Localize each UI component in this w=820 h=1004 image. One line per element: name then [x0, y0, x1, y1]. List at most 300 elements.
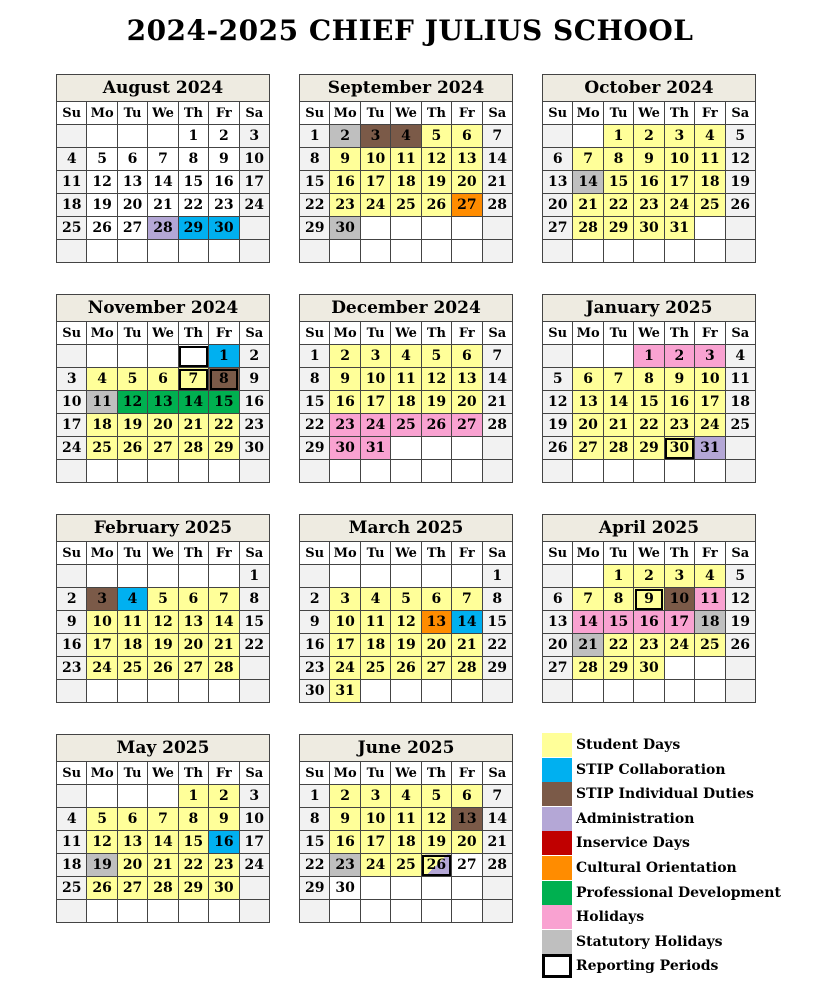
day-cell: 11	[695, 588, 725, 611]
empty-cell	[482, 900, 512, 923]
week-row	[300, 657, 513, 680]
weekday-header: We	[148, 322, 178, 345]
weekday-header: Su	[300, 762, 330, 785]
weekday-header: Fr	[452, 762, 482, 785]
day-cell: 22	[300, 854, 330, 877]
day-cell: 9	[330, 368, 360, 391]
day-cell: 30	[634, 657, 664, 680]
weekday-header: Mo	[573, 322, 603, 345]
day-cell: 30	[239, 437, 269, 460]
empty-cell	[482, 680, 512, 703]
week-row	[300, 391, 513, 414]
day-cell: 1	[209, 345, 239, 368]
week-row	[57, 414, 270, 437]
day-cell: 20	[452, 391, 482, 414]
day-cell: 24	[239, 854, 269, 877]
week-row	[543, 368, 756, 391]
day-cell: 15	[603, 611, 633, 634]
legend-label: Holidays	[576, 909, 645, 926]
week-row	[57, 171, 270, 194]
day-cell: 17	[239, 171, 269, 194]
weekday-header: Fr	[695, 542, 725, 565]
day-cell: 20	[452, 831, 482, 854]
legend-item-stip	[542, 758, 812, 782]
day-cell: 13	[452, 808, 482, 831]
day-cell: 10	[330, 611, 360, 634]
empty-cell	[57, 345, 87, 368]
day-cell: 26	[148, 657, 178, 680]
empty-cell	[452, 240, 482, 263]
legend-swatch	[542, 930, 572, 954]
day-cell: 13	[543, 171, 573, 194]
empty-cell	[573, 345, 603, 368]
day-cell: 8	[300, 808, 330, 831]
week-row	[543, 240, 756, 263]
day-cell: 19	[87, 194, 117, 217]
day-cell: 12	[391, 611, 421, 634]
empty-cell	[603, 345, 633, 368]
week-row	[57, 437, 270, 460]
empty-cell	[87, 345, 117, 368]
day-cell: 25	[360, 657, 390, 680]
day-cell: 16	[634, 611, 664, 634]
empty-cell	[421, 240, 451, 263]
weekday-header: Sa	[239, 102, 269, 125]
day-cell: 30	[634, 217, 664, 240]
empty-cell	[452, 565, 482, 588]
weekday-header: Mo	[87, 542, 117, 565]
day-cell: 1	[603, 125, 633, 148]
weekday-header: Sa	[725, 102, 755, 125]
day-cell: 21	[482, 171, 512, 194]
day-cell: 4	[360, 588, 390, 611]
day-cell: 24	[57, 437, 87, 460]
day-cell: 27	[452, 194, 482, 217]
day-cell: 28	[573, 217, 603, 240]
empty-cell	[178, 680, 208, 703]
day-cell: 10	[664, 148, 694, 171]
day-cell: 19	[87, 854, 117, 877]
day-cell: 14	[573, 171, 603, 194]
weekday-header: Th	[421, 542, 451, 565]
legend-item-inservice	[542, 831, 812, 855]
day-cell: 15	[300, 391, 330, 414]
day-cell: 15	[300, 171, 330, 194]
day-cell: 17	[239, 831, 269, 854]
day-cell: 22	[300, 194, 330, 217]
empty-cell	[391, 240, 421, 263]
day-cell: 17	[330, 634, 360, 657]
day-cell: 26	[87, 217, 117, 240]
day-cell: 11	[725, 368, 755, 391]
day-cell: 29	[634, 437, 664, 460]
week-row	[543, 588, 756, 611]
day-cell: 1	[300, 125, 330, 148]
week-row	[57, 148, 270, 171]
day-cell: 13	[421, 611, 451, 634]
weekday-header: Th	[178, 102, 208, 125]
day-cell: 14	[482, 148, 512, 171]
month-title: August 2024	[57, 75, 270, 102]
empty-cell	[452, 460, 482, 483]
week-row	[300, 877, 513, 900]
day-cell: 12	[725, 588, 755, 611]
day-cell: 18	[391, 831, 421, 854]
week-row	[300, 217, 513, 240]
empty-cell	[482, 437, 512, 460]
weekday-header: Su	[57, 542, 87, 565]
day-cell: 29	[300, 877, 330, 900]
day-cell: 1	[482, 565, 512, 588]
weekday-header: Tu	[360, 542, 390, 565]
day-cell: 3	[239, 125, 269, 148]
week-row	[543, 634, 756, 657]
empty-cell	[482, 460, 512, 483]
weekday-header: Mo	[330, 762, 360, 785]
day-cell: 7	[482, 785, 512, 808]
weekday-header: Tu	[360, 322, 390, 345]
week-row	[543, 657, 756, 680]
week-row	[300, 125, 513, 148]
day-cell: 24	[360, 414, 390, 437]
empty-cell	[178, 900, 208, 923]
day-cell: 27	[543, 217, 573, 240]
day-cell: 17	[360, 391, 390, 414]
empty-cell	[664, 460, 694, 483]
weekday-header: Sa	[482, 762, 512, 785]
week-row	[57, 391, 270, 414]
day-cell: 27	[543, 657, 573, 680]
empty-cell	[421, 900, 451, 923]
day-cell: 17	[695, 391, 725, 414]
empty-cell	[239, 240, 269, 263]
day-cell: 17	[360, 171, 390, 194]
empty-cell	[695, 680, 725, 703]
day-cell: 1	[178, 125, 208, 148]
day-cell: 7	[482, 345, 512, 368]
empty-cell	[117, 240, 147, 263]
week-row	[543, 391, 756, 414]
day-cell: 10	[695, 368, 725, 391]
day-cell: 4	[117, 588, 147, 611]
day-cell: 13	[452, 148, 482, 171]
empty-cell	[57, 680, 87, 703]
empty-cell	[543, 680, 573, 703]
day-cell: 28	[148, 877, 178, 900]
day-cell: 12	[725, 148, 755, 171]
day-cell: 29	[209, 437, 239, 460]
day-cell: 15	[634, 391, 664, 414]
week-row	[57, 680, 270, 703]
day-cell: 26	[725, 194, 755, 217]
empty-cell	[87, 900, 117, 923]
day-cell: 27	[452, 414, 482, 437]
weekday-header: Th	[178, 542, 208, 565]
empty-cell	[57, 125, 87, 148]
week-row	[300, 634, 513, 657]
day-cell: 12	[117, 391, 147, 414]
weekday-header: Su	[543, 542, 573, 565]
legend-label: Professional Development	[576, 884, 781, 901]
day-cell: 6	[573, 368, 603, 391]
page-title: 2024-2025 CHIEF JULIUS SCHOOL	[126, 14, 694, 47]
empty-cell	[57, 900, 87, 923]
month-title: October 2024	[543, 75, 756, 102]
empty-cell	[87, 565, 117, 588]
day-cell: 27	[148, 437, 178, 460]
empty-cell	[87, 680, 117, 703]
empty-cell	[57, 240, 87, 263]
day-cell: 9	[330, 148, 360, 171]
day-cell: 21	[573, 634, 603, 657]
month-august-2024	[56, 74, 270, 272]
empty-cell	[117, 785, 147, 808]
day-cell: 3	[360, 125, 390, 148]
week-row	[543, 345, 756, 368]
empty-cell	[330, 900, 360, 923]
day-cell: 22	[178, 854, 208, 877]
empty-cell	[573, 460, 603, 483]
day-cell: 11	[391, 148, 421, 171]
day-cell: 4	[391, 785, 421, 808]
week-row	[543, 217, 756, 240]
empty-cell	[482, 217, 512, 240]
weekday-header: Th	[178, 322, 208, 345]
day-cell: 12	[543, 391, 573, 414]
day-cell: 24	[87, 657, 117, 680]
day-cell: 22	[603, 194, 633, 217]
empty-cell	[300, 240, 330, 263]
day-cell: 18	[57, 194, 87, 217]
legend-label: Inservice Days	[576, 835, 690, 852]
day-cell: 6	[452, 125, 482, 148]
weekday-header: Fr	[695, 322, 725, 345]
day-cell: 16	[330, 831, 360, 854]
day-cell: 17	[360, 831, 390, 854]
day-cell: 24	[664, 194, 694, 217]
day-cell: 20	[452, 171, 482, 194]
month-title: February 2025	[57, 515, 270, 542]
day-cell: 1	[300, 345, 330, 368]
empty-cell	[603, 240, 633, 263]
day-cell: 6	[452, 345, 482, 368]
day-cell: 27	[178, 657, 208, 680]
week-row	[300, 680, 513, 703]
week-row	[300, 565, 513, 588]
day-cell: 31	[664, 217, 694, 240]
empty-cell	[239, 680, 269, 703]
week-row	[300, 611, 513, 634]
day-cell: 11	[87, 391, 117, 414]
empty-cell	[148, 680, 178, 703]
empty-cell	[117, 460, 147, 483]
day-cell: 2	[330, 345, 360, 368]
day-cell: 18	[87, 414, 117, 437]
legend-item-admin	[542, 807, 812, 831]
empty-cell	[117, 680, 147, 703]
day-cell: 6	[148, 368, 178, 391]
empty-cell	[634, 240, 664, 263]
weekday-header: Tu	[360, 762, 390, 785]
week-row	[300, 460, 513, 483]
empty-cell	[725, 460, 755, 483]
day-cell: 28	[148, 217, 178, 240]
legend-label: Administration	[576, 810, 695, 827]
day-cell: 23	[634, 194, 664, 217]
day-cell: 1	[634, 345, 664, 368]
day-cell: 23	[330, 194, 360, 217]
day-cell: 13	[117, 171, 147, 194]
day-cell: 9	[664, 368, 694, 391]
day-cell: 20	[117, 854, 147, 877]
empty-cell	[330, 460, 360, 483]
empty-cell	[452, 437, 482, 460]
weekday-header: Th	[421, 102, 451, 125]
weekday-header: Th	[178, 762, 208, 785]
day-cell: 16	[57, 634, 87, 657]
empty-cell	[117, 900, 147, 923]
empty-cell	[634, 680, 664, 703]
day-cell: 27	[452, 854, 482, 877]
day-cell: 28	[482, 414, 512, 437]
empty-cell	[391, 460, 421, 483]
weekday-header: Fr	[452, 542, 482, 565]
day-cell: 14	[148, 171, 178, 194]
day-cell: 15	[300, 831, 330, 854]
day-cell: 30	[330, 437, 360, 460]
day-cell: 19	[148, 634, 178, 657]
day-cell: 28	[573, 657, 603, 680]
day-cell: 16	[300, 634, 330, 657]
day-cell: 23	[209, 854, 239, 877]
week-row	[300, 414, 513, 437]
day-cell: 6	[117, 808, 147, 831]
week-row	[543, 680, 756, 703]
week-row	[300, 240, 513, 263]
weekday-header: Th	[664, 542, 694, 565]
day-cell: 11	[57, 831, 87, 854]
weekday-header: Mo	[330, 542, 360, 565]
weekday-header: We	[391, 322, 421, 345]
weekday-header: Tu	[117, 762, 147, 785]
month-november-2024	[56, 294, 270, 492]
day-cell: 12	[87, 171, 117, 194]
legend-label: STIP Individual Duties	[576, 786, 754, 803]
empty-cell	[695, 240, 725, 263]
day-cell: 19	[725, 171, 755, 194]
month-may-2025	[56, 734, 270, 932]
week-row	[57, 565, 270, 588]
day-cell: 30	[664, 437, 694, 460]
empty-cell	[421, 565, 451, 588]
empty-cell	[57, 785, 87, 808]
day-cell: 24	[330, 657, 360, 680]
day-cell: 7	[148, 148, 178, 171]
legend-item-indiv	[542, 782, 812, 806]
day-cell: 23	[664, 414, 694, 437]
day-cell: 8	[603, 588, 633, 611]
day-cell: 25	[695, 634, 725, 657]
day-cell: 8	[603, 148, 633, 171]
day-cell: 29	[178, 217, 208, 240]
day-cell: 23	[330, 414, 360, 437]
empty-cell	[148, 240, 178, 263]
empty-cell	[725, 437, 755, 460]
day-cell: 9	[300, 611, 330, 634]
day-cell: 21	[148, 854, 178, 877]
week-row	[57, 125, 270, 148]
empty-cell	[148, 785, 178, 808]
empty-cell	[452, 680, 482, 703]
week-row	[543, 437, 756, 460]
weekday-header: Su	[57, 322, 87, 345]
empty-cell	[391, 680, 421, 703]
day-cell: 2	[330, 125, 360, 148]
day-cell: 13	[543, 611, 573, 634]
week-row	[543, 414, 756, 437]
week-row	[543, 125, 756, 148]
day-cell: 14	[573, 611, 603, 634]
day-cell: 11	[695, 148, 725, 171]
empty-cell	[148, 565, 178, 588]
day-cell: 29	[603, 217, 633, 240]
empty-cell	[482, 877, 512, 900]
weekday-header: Su	[300, 322, 330, 345]
day-cell: 24	[664, 634, 694, 657]
empty-cell	[87, 240, 117, 263]
day-cell: 29	[300, 217, 330, 240]
day-cell: 14	[452, 611, 482, 634]
day-cell: 6	[452, 785, 482, 808]
legend-item-holiday	[542, 905, 812, 929]
day-cell: 1	[300, 785, 330, 808]
day-cell: 9	[634, 148, 664, 171]
day-cell: 16	[239, 391, 269, 414]
day-cell: 20	[117, 194, 147, 217]
day-cell: 15	[178, 171, 208, 194]
day-cell: 26	[421, 194, 451, 217]
empty-cell	[300, 460, 330, 483]
day-cell: 10	[360, 368, 390, 391]
day-cell: 18	[391, 171, 421, 194]
weekday-header: Su	[300, 102, 330, 125]
empty-cell	[695, 217, 725, 240]
weekday-header: Sa	[239, 322, 269, 345]
empty-cell	[573, 565, 603, 588]
weekday-header: Mo	[330, 322, 360, 345]
empty-cell	[300, 900, 330, 923]
empty-cell	[391, 565, 421, 588]
day-cell: 25	[391, 854, 421, 877]
empty-cell	[603, 460, 633, 483]
empty-cell	[452, 217, 482, 240]
day-cell: 3	[360, 785, 390, 808]
weekday-header: We	[634, 102, 664, 125]
weekday-header: Sa	[725, 542, 755, 565]
empty-cell	[634, 460, 664, 483]
day-cell: 3	[360, 345, 390, 368]
empty-cell	[391, 900, 421, 923]
day-cell: 28	[209, 657, 239, 680]
weekday-header: Fr	[209, 102, 239, 125]
week-row	[300, 194, 513, 217]
day-cell: 13	[178, 611, 208, 634]
day-cell: 9	[330, 808, 360, 831]
week-row	[57, 345, 270, 368]
empty-cell	[452, 877, 482, 900]
empty-cell	[543, 125, 573, 148]
empty-cell	[330, 240, 360, 263]
